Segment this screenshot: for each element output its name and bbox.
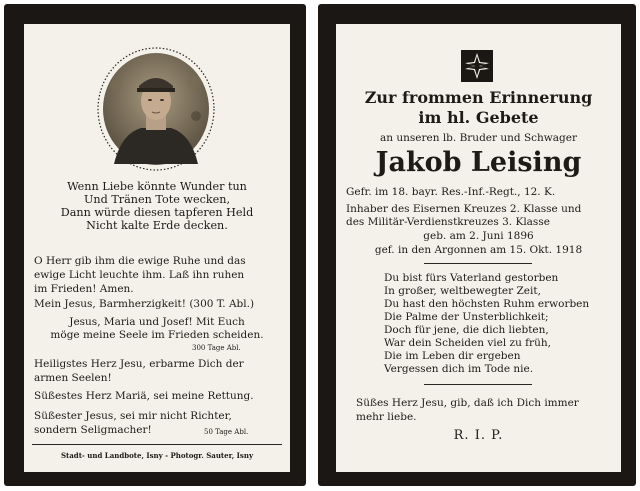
closing-prayer-line-2: mehr liebe.: [356, 411, 417, 423]
iron-cross-icon: [461, 50, 493, 82]
prayer1-line-2: ewige Licht leuchte ihm. Laß ihn ruhen: [34, 269, 245, 281]
military-rank: Gefr. im 18. bayr. Res.-Inf.-Regt., 12. K.: [346, 186, 556, 198]
prayer3-indulgence: 300 Tage Abl.: [192, 344, 241, 352]
poem-line-4: Nicht kalte Erde decken.: [86, 219, 228, 232]
rip-inscription: R. I. P.: [453, 428, 504, 443]
poem-line-3: Dann würde diesen tapferen Held: [60, 206, 254, 219]
prayer5: Süßestes Herz Mariä, sei meine Rettung.: [34, 390, 254, 402]
right-panel: [336, 24, 621, 472]
heading-line-2: im hl. Gebete: [418, 108, 539, 127]
prayer4-line-1: Heiligstes Herz Jesu, erbarme Dich der: [34, 358, 244, 370]
memorial-poem-line-8: Vergessen dich im Tode nie.: [384, 363, 534, 375]
prayer3-line-2: möge meine Seele im Frieden scheiden.: [50, 329, 264, 341]
deceased-name: Jakob Leising: [375, 147, 582, 178]
memorial-poem-line-2: In großer, weltbewegter Zeit,: [384, 285, 541, 297]
memorial-poem-line-5: Doch für jene, die dich liebten,: [384, 324, 549, 336]
relation: an unseren lb. Bruder und Schwager: [380, 132, 577, 144]
memorial-poem-line-4: Die Palme der Unsterblichkeit;: [384, 311, 549, 323]
closing-prayer-line-1: Süßes Herz Jesu, gib, daß ich Dich immer: [356, 397, 579, 409]
prayer3-line-1: Jesus, Maria und Josef! Mit Euch: [69, 316, 245, 328]
honors-line-1: Inhaber des Eisernen Kreuzes 2. Klasse und: [346, 203, 582, 215]
prayer1-line-3: im Frieden! Amen.: [34, 283, 134, 295]
prayer6-indulgence: 50 Tage Abl.: [204, 428, 249, 436]
heading-line-1: Zur frommen Erinnerung: [364, 88, 593, 107]
memorial-poem-line-3: Du hast den höchsten Ruhm erworben: [384, 298, 590, 310]
printer-credit: Stadt- und Landbote, Isny - Photogr. Sauter, Isny: [60, 451, 254, 460]
prayer6-line-1: Süßester Jesus, sei mir nicht Richter,: [34, 410, 232, 422]
honors-line-2: des Militär-Verdienstkreuzes 3. Klasse: [346, 216, 550, 228]
left-card: [4, 4, 306, 486]
memorial-poem-line-1: Du bist fürs Vaterland gestorben: [384, 272, 559, 284]
memorial-poem-line-6: War dein Scheiden viel zu früh,: [384, 337, 551, 349]
poem-line-2: Und Tränen Tote wecken,: [83, 193, 231, 206]
prayer1-line-1: O Herr gib ihm die ewige Ruhe und das: [34, 255, 246, 267]
footer-divider: [32, 444, 282, 445]
left-panel: [24, 24, 290, 472]
prayer4-line-2: armen Seelen!: [34, 372, 112, 384]
memorial-poem-line-7: Die im Leben dir ergeben: [384, 350, 521, 362]
birth-date: geb. am 2. Juni 1896: [423, 230, 534, 242]
death-date: gef. in den Argonnen am 15. Okt. 1918: [374, 244, 583, 256]
poem-line-1: Wenn Liebe könnte Wunder tun: [67, 180, 247, 193]
prayer6-line-2: sondern Seligmacher!: [34, 424, 152, 436]
portrait-photo: [96, 46, 216, 172]
divider-bottom: [424, 384, 532, 385]
right-card: [318, 4, 636, 486]
divider-top: [424, 263, 532, 264]
prayer2: Mein Jesus, Barmherzigkeit! (300 T. Abl.): [34, 298, 255, 310]
